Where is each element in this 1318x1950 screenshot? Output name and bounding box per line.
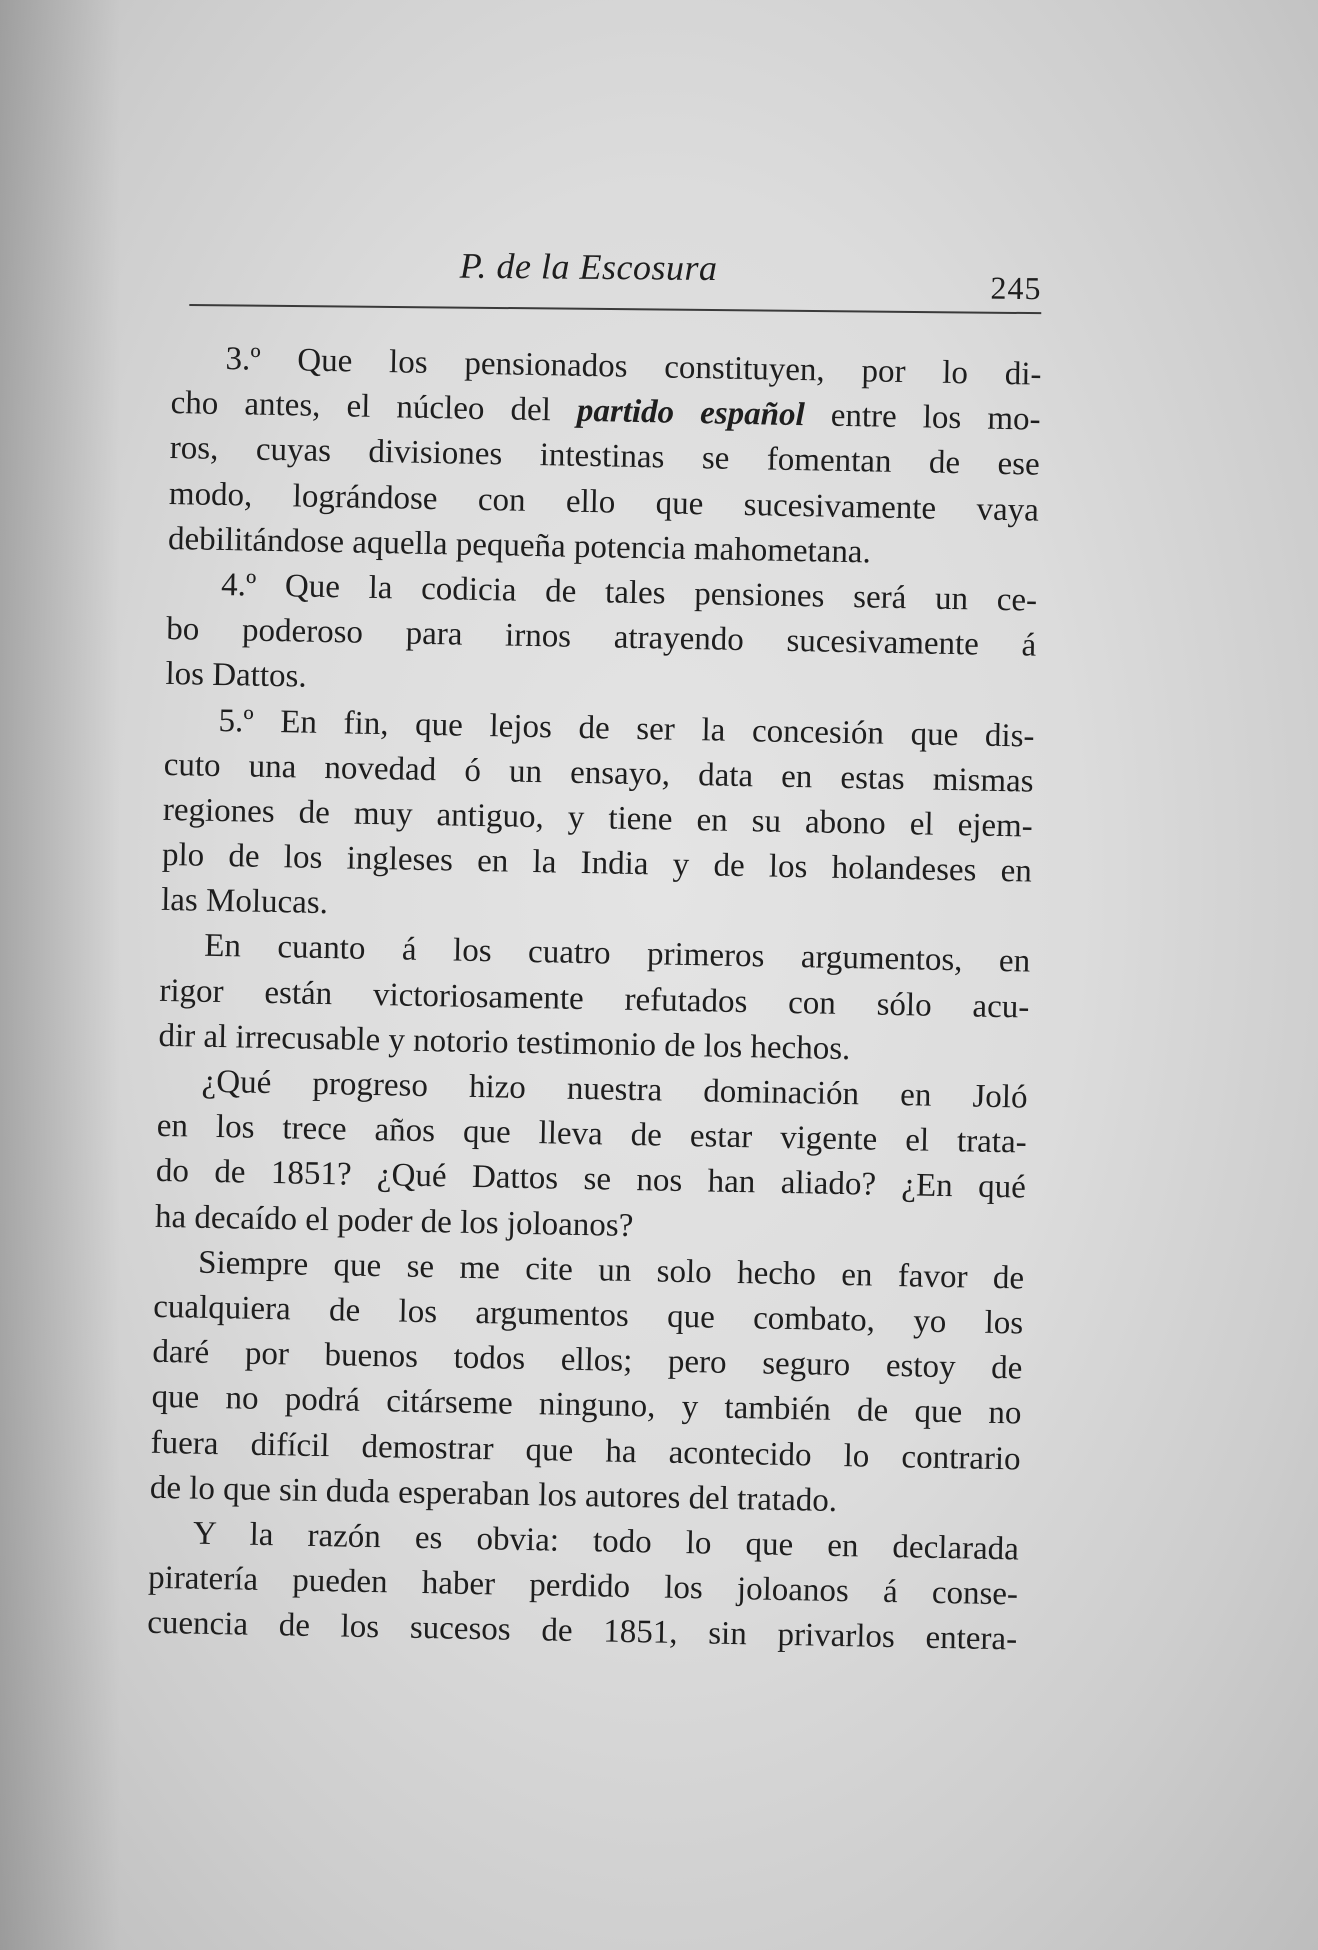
text-line: dir al irrecusable y notorio testimonio de los hechos. [158,1017,851,1067]
body-text [147,336,1042,1663]
text-line: de lo que sin duda esperaban los autores del tratado. [149,1469,838,1519]
text-line: bo poderoso para irnos atrayendo sucesivamente á [166,611,1037,664]
page-number: 245 [990,269,1042,307]
text-line: los Dattos. [165,656,307,695]
text-line: Y la razón es obvia: todo lo que en declarada [192,1515,1020,1568]
text-line: plo de los ingleses en la India y de los holandeses en [161,836,1033,890]
emphasized-text: partido español [576,392,806,434]
text-line: rigor están victoriosamente refutados con sólo acu- [159,972,1030,1026]
text-line: las Molucas. [160,882,329,922]
text-line: cuto una novedad ó un ensayo, data en estas mismas [163,746,1034,800]
text-line: debilitándose aquella pequeña potencia mahometana. [167,520,872,571]
text-line: do de 1851? ¿Qué Dattos se nos han aliado? ¿En qué [155,1153,1027,1206]
text-line: 4.º Que la codicia de tales pensiones será un ce- [220,566,1038,619]
text-line: fuera difícil demostrar que ha acontecido lo contrario [150,1424,1021,1477]
running-head: P. de la Escosura [459,245,718,289]
text-line: ha decaído el poder de los joloanos? [154,1198,634,1244]
text-line: daré por buenos todos ellos; pero seguro estoy de [152,1333,1023,1387]
text-line: que no podrá citárseme ninguno, y también de que no [151,1379,1022,1432]
text-line: ¿Qué progreso hizo nuestra dominación en Joló [201,1063,1028,1116]
text-line: regiones de muy antiguo, y tiene en su abono el ejem- [162,791,1034,845]
text-line: 5.º En fin, que lejos de ser la concesión que dis- [218,702,1035,755]
text-line: cuencia de los sucesos de 1851, sin privarlos entera- [146,1605,1018,1658]
text-line: modo, lográndose con ello que sucesivamente vaya [168,475,1040,529]
text-line: 3.º Que los pensionados constituyen, por lo di- [225,341,1042,393]
text-line: ros, cuyas divisiones intestinas se fomentan de ese [169,430,1041,484]
text-line: piratería pueden haber perdido los joloanos á conse- [147,1559,1019,1613]
text-line: En cuanto á los cuatro primeros argumentos, en [203,928,1031,981]
text-line: Siempre que se me cite un solo hecho en favor de [197,1244,1025,1297]
header-rule [189,304,1041,314]
text-line: cualquiera de los argumentos que combato, yo los [153,1288,1024,1342]
text-segment: cho antes, el núcleo del [170,385,552,429]
text-line: en los trece años que lleva de estar vigente el trata- [156,1108,1028,1161]
page-header [189,232,1042,307]
page-edge-shadow [0,0,120,1950]
text-segment: entre los mo- [830,397,1041,438]
